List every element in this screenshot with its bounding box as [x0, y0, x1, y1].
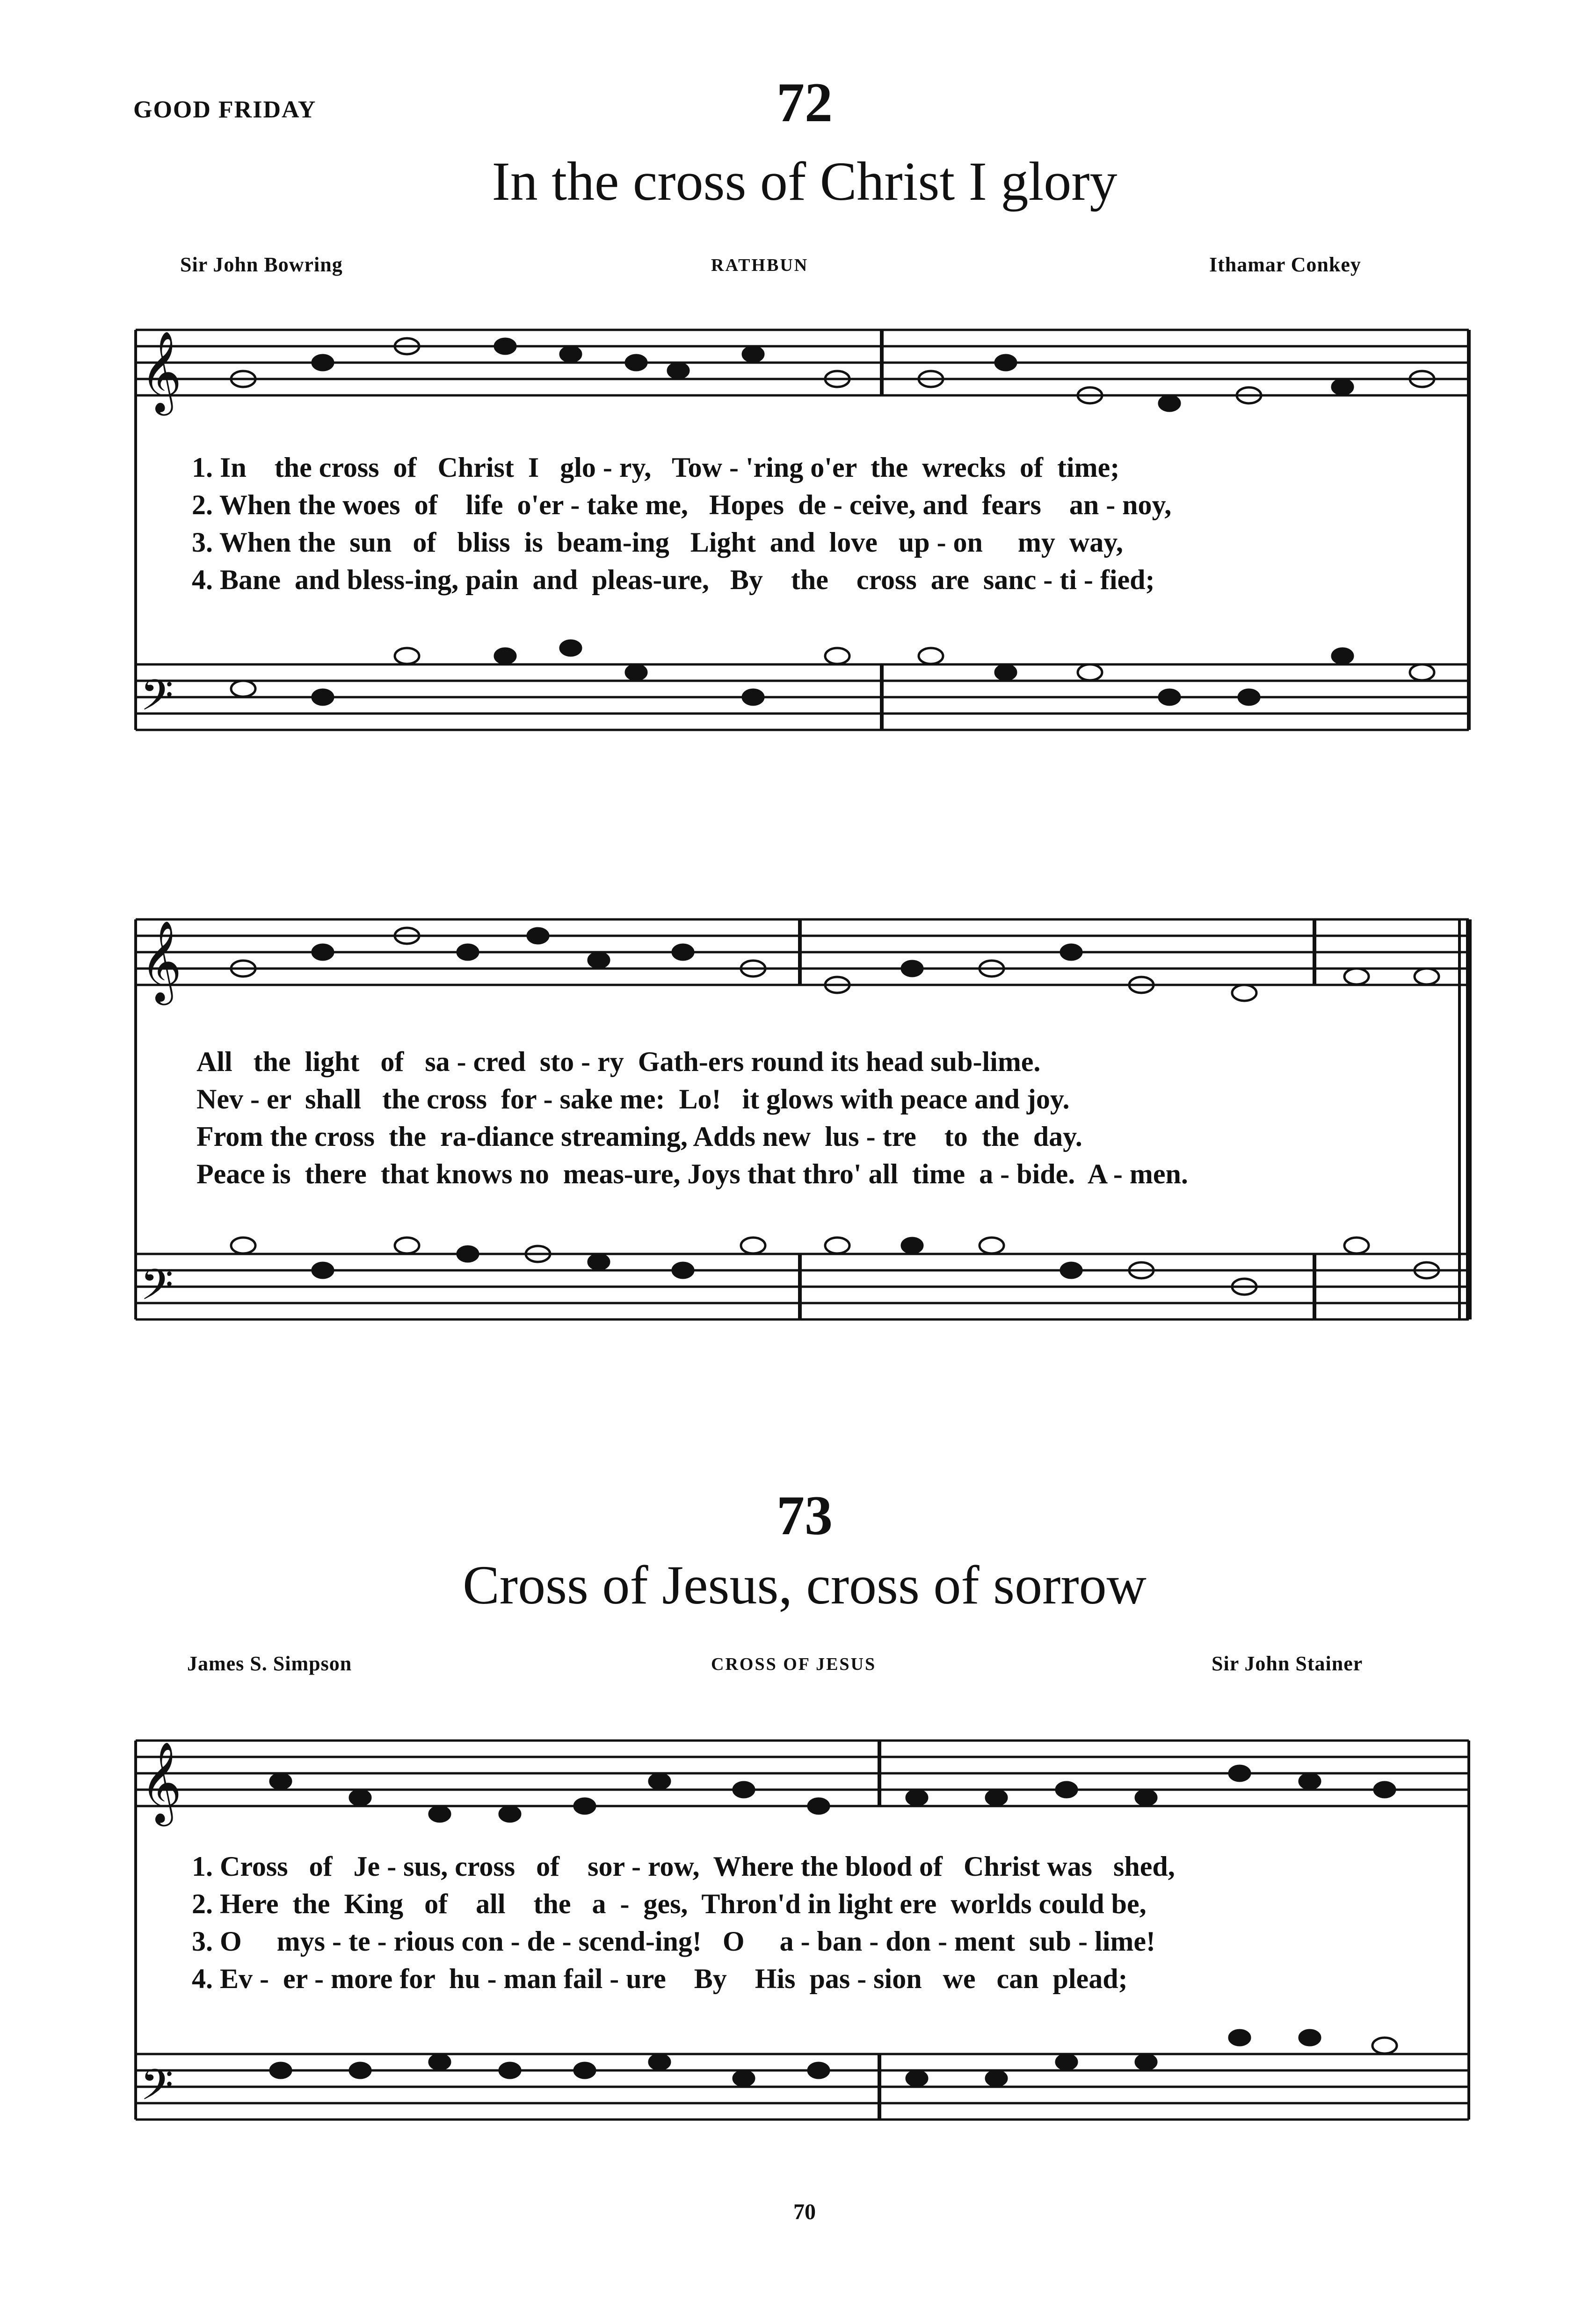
hymn-73-tune: CROSS OF JESUS [711, 1654, 877, 1674]
hymn-73-title: Cross of Jesus, cross of sorrow [463, 1554, 1147, 1616]
h72-s2-verse-2: Nev - er shall the cross for - sake me: Lo! it glows with peace and joy. [196, 1084, 1070, 1115]
h72-s2-verse-1: All the light of sa - cred sto - ry Gath-ers round its head sub-lime. [196, 1046, 1041, 1077]
h72-s2-treble-staff [136, 919, 1469, 985]
h72-s1-bass-notes [231, 641, 1434, 705]
h72-s1-verse-3: 3. When the sun of bliss is beam-ing Light and love up - on my way, [192, 527, 1123, 558]
h73-s1-bass-notes [270, 2030, 1397, 2086]
hymn-72-number: 72 [777, 71, 833, 133]
h72-s1-verse-4: 4. Bane and bless-ing, pain and pleas-ure, By the cross are sanc - ti - fied; [192, 564, 1155, 595]
bass-clef-icon: 𝄢 [140, 1260, 174, 1320]
hymn-72-composer: Ithamar Conkey [1209, 253, 1361, 276]
hymn-72-author: Sir John Bowring [180, 253, 343, 276]
hymn-72-title: In the cross of Christ I glory [492, 151, 1118, 212]
section-label: GOOD FRIDAY [133, 96, 317, 123]
h73-s1-verse-1: 1. Cross of Je - sus, cross of sor - row, Where the blood of Christ was shed, [192, 1851, 1175, 1882]
h72-s1-verse-2: 2. When the woes of life o'er - take me, Hopes de - ceive, and fears an - noy, [192, 489, 1172, 520]
hymn-73-author: James S. Simpson [187, 1652, 352, 1675]
h72-s1-verse-1: 1. In the cross of Christ I glo - ry, Tow - 'ring o'er the wrecks of time; [192, 452, 1120, 483]
bass-clef-icon: 𝄢 [140, 670, 174, 730]
treble-clef-icon: 𝄞 [140, 331, 182, 412]
treble-clef-icon: 𝄞 [140, 1741, 182, 1823]
hymn-72-tune: RATHBUN [711, 255, 809, 275]
treble-clef-icon: 𝄞 [140, 920, 182, 1002]
h72-s2-bass-staff [136, 1254, 1469, 1319]
h72-s2-treble-notes [231, 928, 1439, 1001]
bass-clef-icon: 𝄢 [140, 2060, 174, 2120]
h73-s1-treble-staff [136, 1741, 1469, 1806]
page-number: 70 [793, 2200, 816, 2224]
h73-s1-verse-4: 4. Ev - er - more for hu - man fail - ure By His pas - sion we can plead; [192, 1963, 1128, 1994]
h73-s1-verse-3: 3. O mys - te - rious con - de - scend-ing! O a - ban - don - ment sub - lime! [192, 1926, 1155, 1957]
h73-s1-verse-2: 2. Here the King of all the a - ges, Thron'd in light ere worlds could be, [192, 1888, 1147, 1919]
h72-s1-treble-notes [231, 338, 1434, 411]
hymn-73-composer: Sir John Stainer [1212, 1652, 1363, 1675]
hymn-73-number: 73 [777, 1484, 833, 1546]
h73-s1-bass-staff [136, 2054, 1469, 2120]
h72-s2-verse-4: Peace is there that knows no meas-ure, Joys that thro' all time a - bide. A - men. [196, 1158, 1188, 1189]
h72-s1-treble-staff [136, 330, 1469, 395]
h72-s2-verse-3: From the cross the ra-diance streaming, Adds new lus - tre to the day. [196, 1121, 1082, 1152]
h72-s1-bass-staff [136, 664, 1469, 730]
